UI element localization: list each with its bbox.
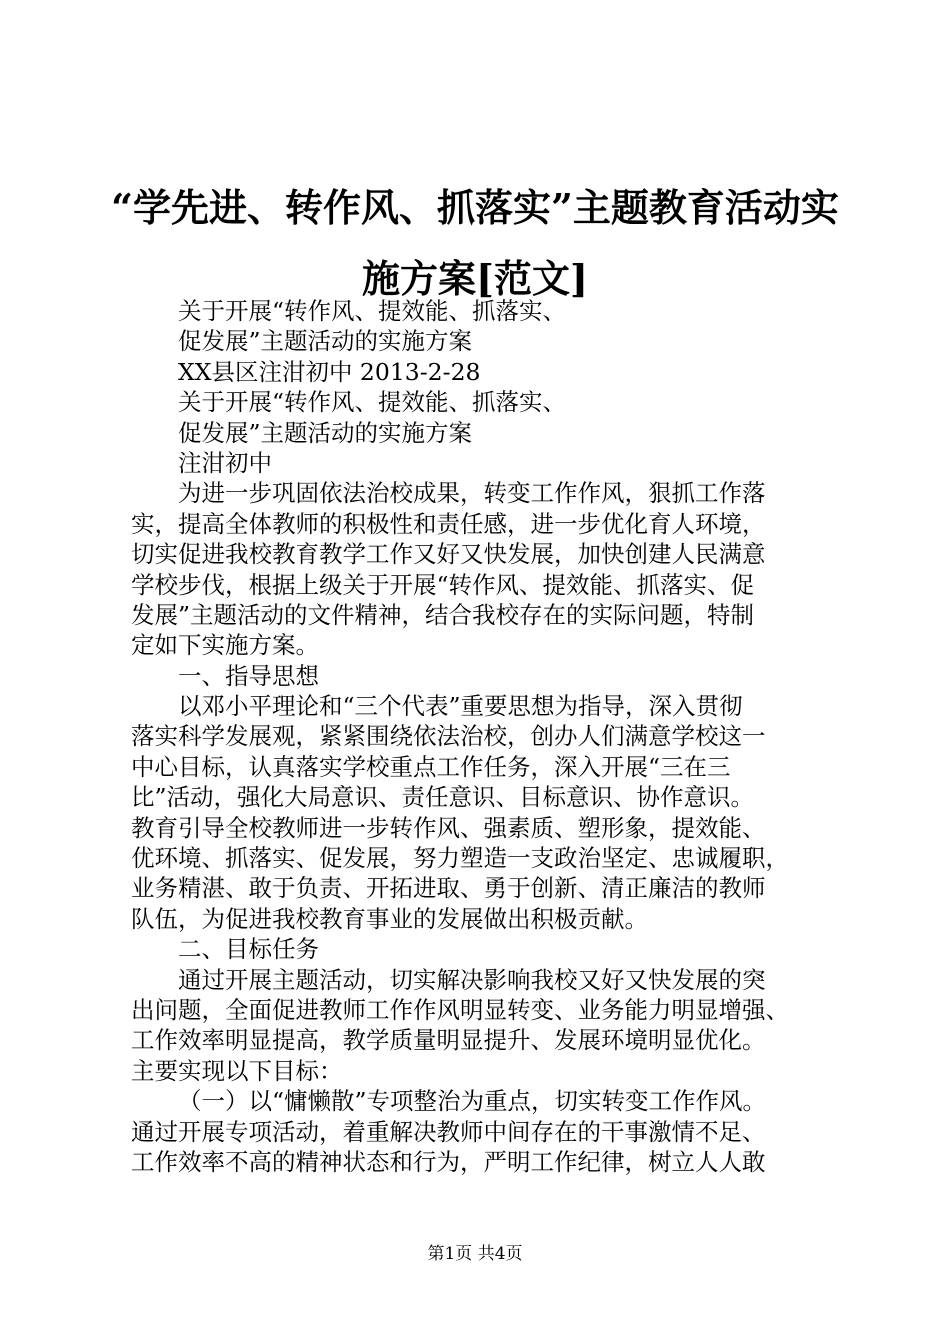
paragraph-line: 工作效率不高的精神状态和行为，严明工作纪律，树立人人敢 <box>131 1147 766 1176</box>
paragraph-line: 业务精湛、敢于负责、开拓进取、勇于创新、清正廉洁的教师 <box>131 874 766 903</box>
paragraph-line: 落实科学发展观，紧紧围绕依法治校，创办人们满意学校这一 <box>131 722 766 751</box>
section-heading: 一、指导思想 <box>178 661 319 690</box>
date-line: XX县区注泔初中 2013-2-28 <box>178 357 481 386</box>
subtitle-line: 促发展”主题活动的实施方案 <box>178 418 473 447</box>
paragraph-line: 发展”主题活动的文件精神，结合我校存在的实际问题，特制 <box>131 600 755 629</box>
paragraph-line: 比”活动，强化大局意识、责任意识、目标意识、协作意识。 <box>131 783 755 812</box>
paragraph-line: 通过开展主题活动，切实解决影响我校又好又快发展的突 <box>178 965 766 994</box>
paragraph-line: 中心目标，认真落实学校重点工作任务，深入开展“三在三 <box>131 752 731 781</box>
paragraph-line: 工作效率明显提高，教学质量明显提升、发展环境明显优化。 <box>131 1026 766 1055</box>
paragraph-line: 通过开展专项活动，着重解决教师中间存在的干事激情不足、 <box>131 1117 766 1146</box>
paragraph-line: 队伍，为促进我校教育事业的发展做出积极贡献。 <box>131 904 648 933</box>
paragraph-line: 为进一步巩固依法治校成果，转变工作作风，狠抓工作落 <box>178 479 766 508</box>
school-name-line: 注泔初中 <box>178 448 272 477</box>
subtitle-line: 促发展”主题活动的实施方案 <box>178 327 473 356</box>
document-body <box>131 296 851 1177</box>
paragraph-line: 实，提高全体教师的积极性和责任感，进一步优化育人环境， <box>131 509 766 538</box>
subtitle-line: 关于开展“转作风、提效能、抓落实、 <box>178 388 567 417</box>
paragraph-line: 定如下实施方案。 <box>131 631 319 660</box>
paragraph-line: 教育引导全校教师进一步转作风、强素质、塑形象，提效能、 <box>131 813 766 842</box>
title-line-1: “学先进、转作风、抓落实”主题教育活动实 <box>111 185 839 230</box>
paragraph-line: 学校步伐，根据上级关于开展“转作风、提效能、抓落实、促 <box>131 570 755 599</box>
subsection-heading: （一）以“慵懒散”专项整治为重点，切实转变工作作风。 <box>178 1087 767 1116</box>
paragraph-line: 以邓小平理论和“三个代表”重要思想为指导，深入贯彻 <box>178 692 743 721</box>
subtitle-line: 关于开展“转作风、提效能、抓落实、 <box>178 297 567 325</box>
paragraph-line: 切实促进我校教育教学工作又好又快发展，加快创建人民满意 <box>131 540 766 569</box>
paragraph-line: 主要实现以下目标： <box>131 1056 343 1085</box>
paragraph-line: 出问题，全面促进教师工作作风明显转变、业务能力明显增强、 <box>131 995 789 1024</box>
page-title <box>60 172 890 314</box>
page-footer: 第1页 共4页 <box>427 1244 523 1264</box>
section-heading: 二、目标任务 <box>178 935 319 964</box>
paragraph-line: 优环境、抓落实、促发展，努力塑造一支政治坚定、忠诚履职， <box>131 844 789 873</box>
title-line-2: 施方案[范文] <box>362 256 588 301</box>
